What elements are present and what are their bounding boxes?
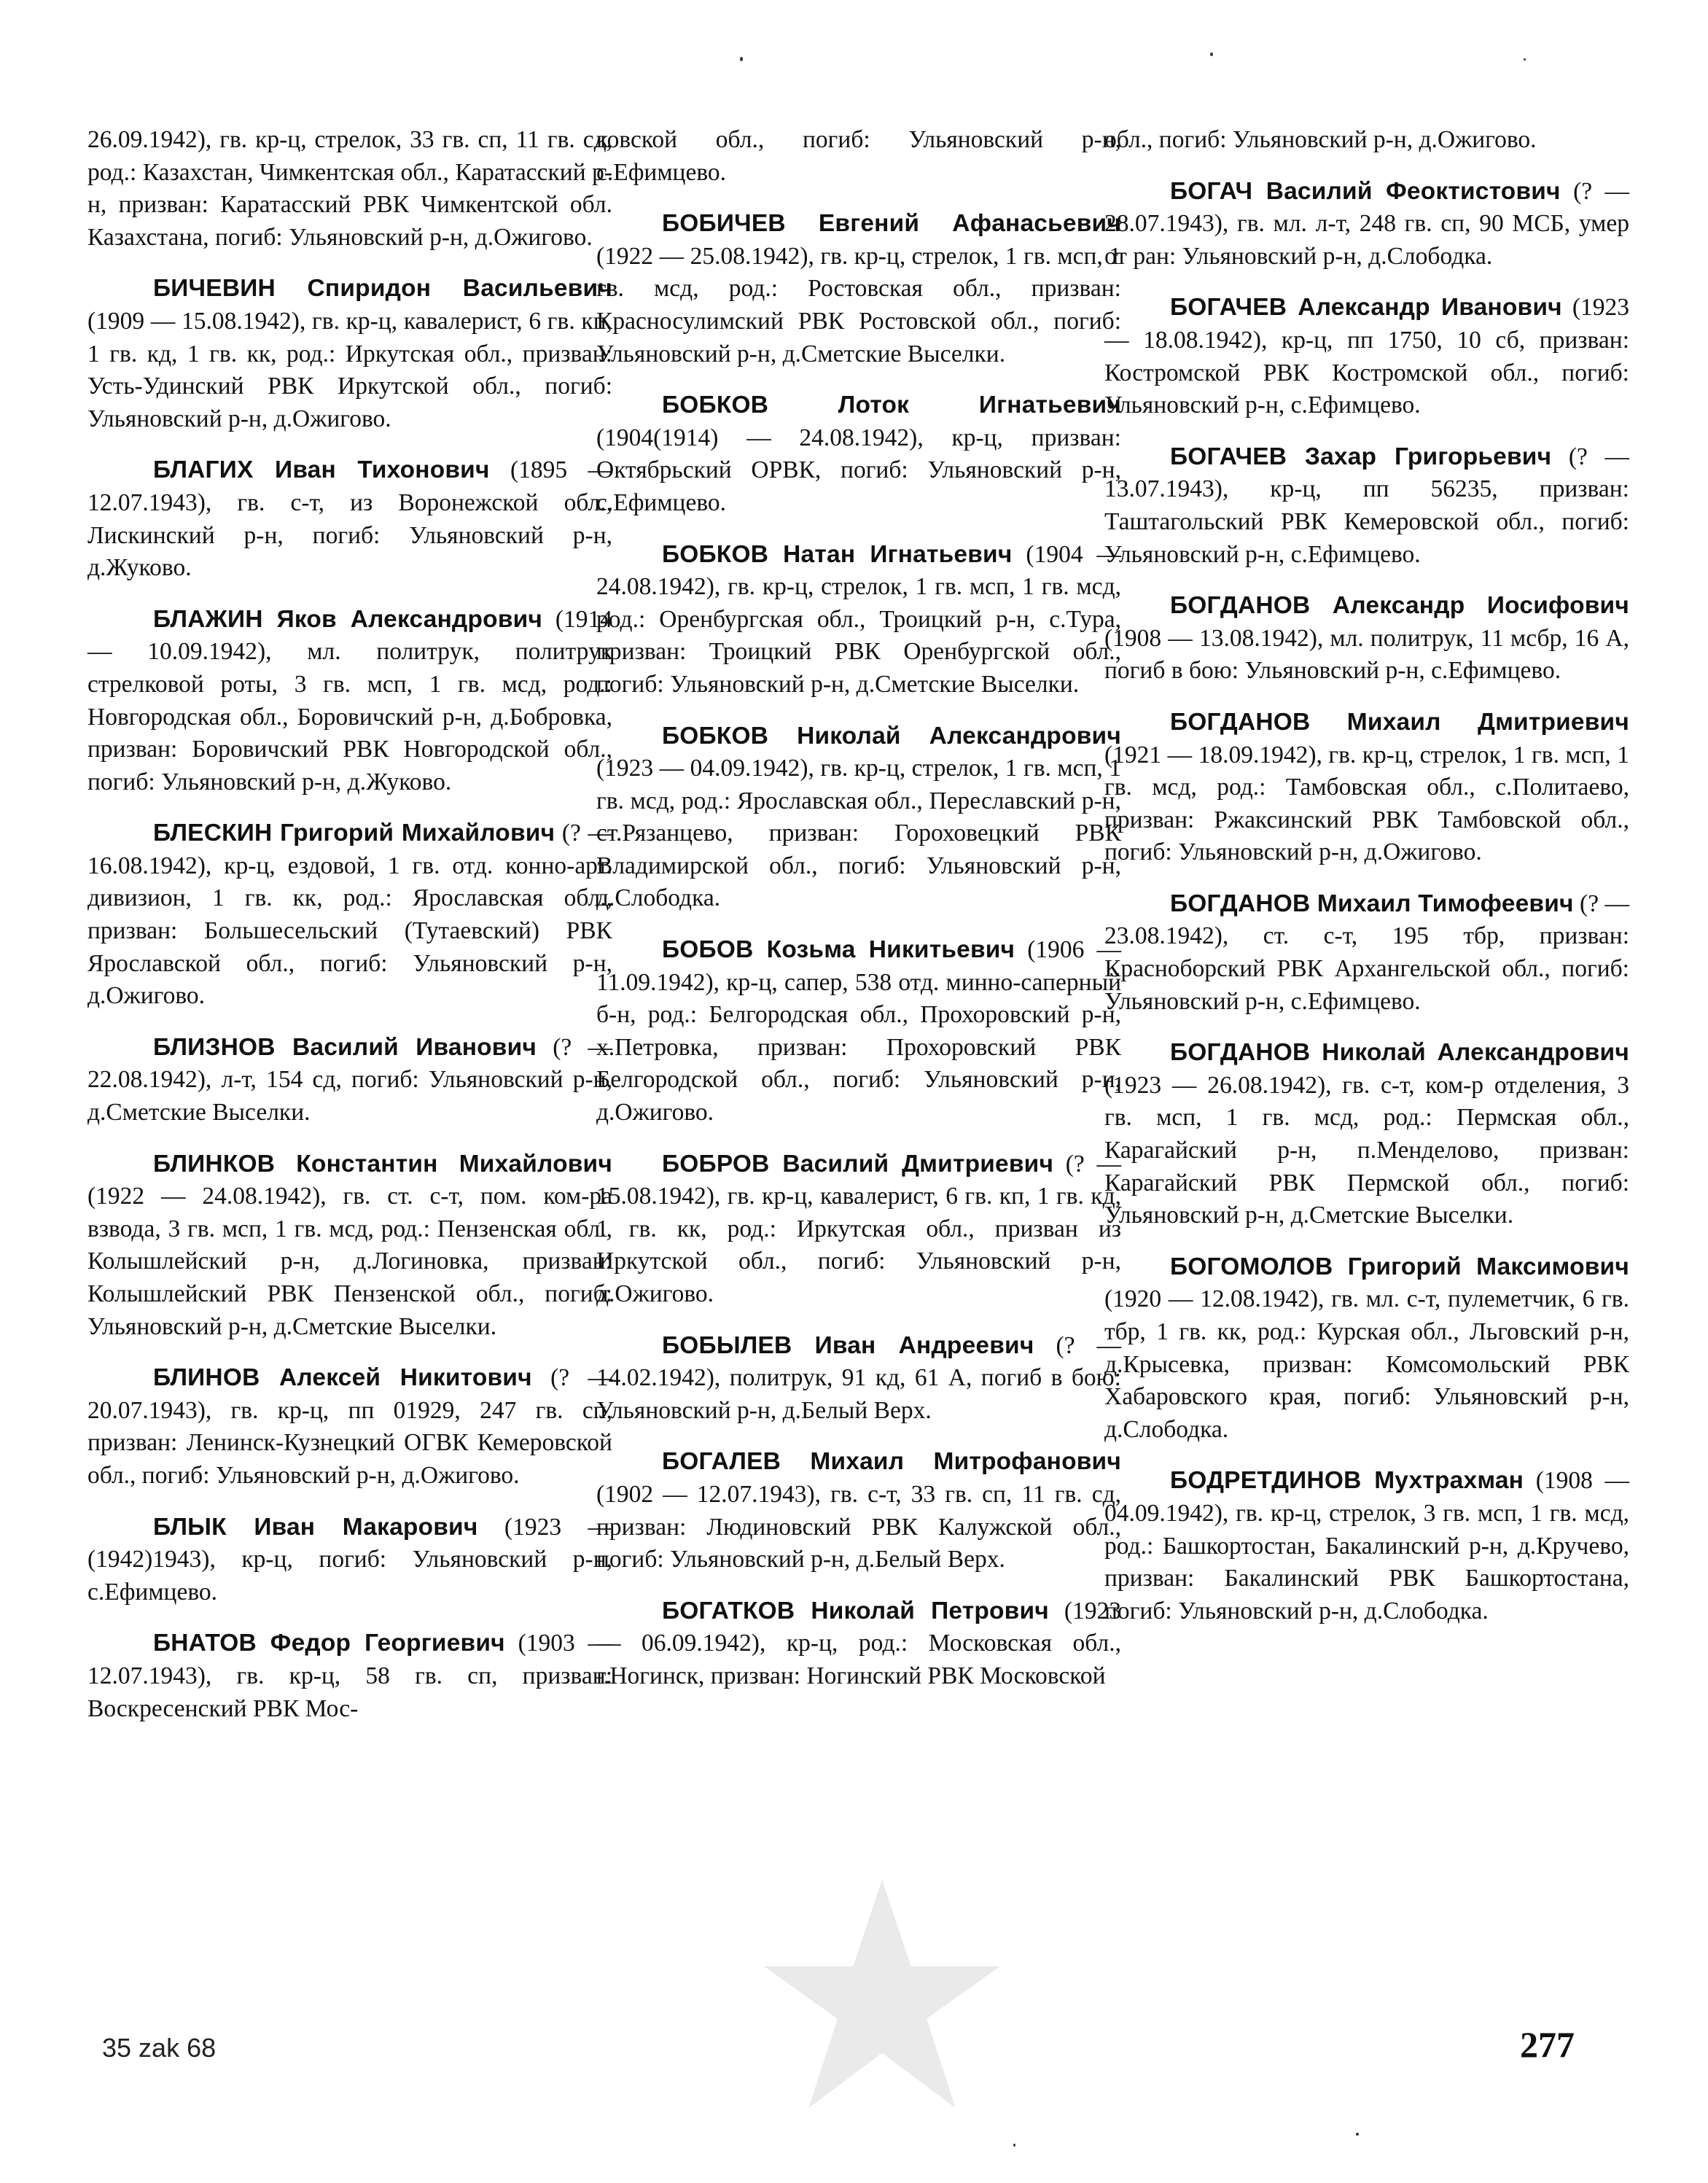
entry-text: (1914 — 10.09.1942), мл. политрук, политрук стрелковой роты, 3 гв. мсп, 1 гв. мсд, род.: Новгородская обл., Боровичский р-н, д.Бобровка, призван: Боровичский РВК Новгородской обл., погиб: Ульяновский р-н, д.Жуково. bbox=[87, 605, 612, 795]
entry bbox=[1104, 1037, 1629, 1232]
scan-speck bbox=[740, 57, 743, 61]
entry-text: (? — 23.08.1942), ст. с-т, 195 тбр, призван: Красноборский РВК Архангельской обл., погиб: Ульяновский р-н, с.Ефимцево. bbox=[1104, 890, 1629, 1015]
entry-name: БОБКОВ Николай Александрович bbox=[662, 722, 1121, 750]
entry-name: БОДРЕТДИНОВ Мухтрахман bbox=[1170, 1467, 1524, 1495]
entry bbox=[87, 604, 612, 799]
entry-text: (1923 — 06.09.1942), кр-ц, род.: Московская обл., г.Ногинск, призван: Ногинский РВК Московской bbox=[596, 1597, 1121, 1689]
text-column-2 bbox=[596, 124, 1121, 1712]
entry bbox=[596, 1330, 1121, 1428]
entry-text: (1921 — 18.09.1942), гв. кр-ц, стрелок, 1 гв. мсп, 1 гв. мсд, род.: Тамбовская обл., с.Политаево, призван: Ржаксинский РВК Тамбовской обл., погиб: Ульяновский р-н, д.Ожигово. bbox=[1104, 741, 1629, 866]
entry bbox=[1104, 888, 1629, 1018]
entry bbox=[596, 720, 1121, 916]
entry-text: ковской обл., погиб: Ульяновский р-н, с.Ефимцево. bbox=[596, 126, 1121, 186]
entry-text: (? — 14.02.1942), политрук, 91 кд, 61 А, погиб в бою: Ульяновский р-н, д.Белый Верх. bbox=[596, 1331, 1121, 1424]
entry-name: БОГДАНОВ Николай Александрович bbox=[1170, 1039, 1629, 1067]
entry-name: БОБИЧЕВ Евгений Афанасьевич bbox=[662, 210, 1121, 238]
entry-text: (1923 — 18.08.1942), кр-ц, пп 1750, 10 сб, призван: Костромской РВК Костромской обл., погиб: Ульяновский р-н, с.Ефимцево. bbox=[1104, 294, 1629, 419]
entry-text: обл., погиб: Ульяновский р-н, д.Ожигово. bbox=[1104, 126, 1537, 153]
entry bbox=[596, 389, 1121, 519]
entry bbox=[596, 124, 1121, 189]
entry bbox=[87, 454, 612, 584]
entry-name: БЛЕСКИН Григорий Михайлович bbox=[153, 820, 555, 847]
entry-text: (? — 22.08.1942), л-т, 154 сд, погиб: Ульяновский р-н, д.Сметские Выселки. bbox=[87, 1033, 613, 1126]
entry bbox=[1104, 292, 1629, 421]
entry bbox=[1104, 176, 1629, 273]
entry-name: БЛИНОВ Алексей Никитович bbox=[153, 1364, 532, 1392]
entry-name: БНАТОВ Федор Георгиевич bbox=[153, 1630, 505, 1657]
entry-text: (? — 28.07.1943), гв. мл. л-т, 248 гв. сп, 90 МСБ, умер от ран: Ульяновский р-н, д.Слободка. bbox=[1104, 177, 1629, 270]
entry-text: (1904(1914) — 24.08.1942), кр-ц, призван: Октябрьский ОРВК, погиб: Ульяновский р-н, с.Ефимцево. bbox=[596, 424, 1121, 516]
entry bbox=[1104, 441, 1629, 571]
entry-name: БОГАЧЕВ Захар Григорьевич bbox=[1170, 443, 1552, 470]
entry bbox=[87, 1032, 612, 1129]
scan-speck bbox=[1524, 58, 1526, 61]
entry-name: БЛАГИХ Иван Тихонович bbox=[153, 456, 490, 484]
page-number: 277 bbox=[1520, 2024, 1575, 2065]
entry-text: (1906 — 11.09.1942), кр-ц, сапер, 538 отд. минно-саперный б-н, род.: Белгородская обл., Прохоровский р-н, х.Петровка, призван: Прохоровский РВК Белгородской обл., погиб: Ульяновский р-н, д.Ожигово. bbox=[596, 936, 1121, 1126]
entry bbox=[87, 1148, 612, 1344]
entry-name: БОБКОВ Лоток Игнатьевич bbox=[662, 392, 1121, 419]
entry-name: БОГАЧ Василий Феоктистович bbox=[1170, 177, 1561, 205]
entry bbox=[596, 934, 1121, 1129]
entry bbox=[596, 1148, 1121, 1311]
entry-name: БЛИНКОВ Константин Михайлович bbox=[153, 1150, 612, 1178]
entry-name: БОБЫЛЕВ Иван Андреевич bbox=[662, 1331, 1034, 1359]
entry-text: (1909 — 15.08.1942), гв. кр-ц, кавалерист, 6 гв. кп, 1 гв. кд, 1 гв. кк, род.: Иркутская обл., призван: Усть-Удинский РВК Иркутской обл., погиб: Ульяновский р-н, д.Ожигово. bbox=[87, 307, 612, 432]
entry-text: (? — 15.08.1942), гв. кр-ц, кавалерист, 6 гв. кп, 1 гв. кд, 1 гв. кк, род.: Иркутская обл., призван из Иркутской обл., погиб: Ульяновский р-н, д.Ожигово. bbox=[596, 1150, 1121, 1307]
entry-text: (1920 — 12.08.1942), гв. мл. с-т, пулеметчик, 6 гв. тбр, 1 гв. кк, род.: Курская обл., Льговский р-н, д.Крысевка, призван: Комсомольский РВК Хабаровского края, погиб: Ульяновский р-н, д.Слободка. bbox=[1104, 1285, 1629, 1443]
entry bbox=[1104, 1251, 1629, 1447]
entry-name: БОГАТКОВ Николай Петрович bbox=[662, 1597, 1049, 1624]
entry-name: БОГАЧЕВ Александр Иванович bbox=[1170, 294, 1562, 322]
entry bbox=[87, 124, 612, 254]
entry-text: (1902 — 12.07.1943), гв. с-т, 33 гв. сп, 11 гв. сд, призван: Людиновский РВК Калужской обл., погиб: Ульяновский р-н, д.Белый Верх. bbox=[596, 1480, 1121, 1573]
footer-print-code: 35 zak 68 bbox=[102, 2033, 217, 2063]
entry-name: БОБКОВ Натан Игнатьевич bbox=[662, 540, 1013, 568]
entry-text: (1923 — 04.09.1942), гв. кр-ц, стрелок, 1 гв. мсп, 1 гв. мсд, род.: Ярославская обл., Переславский р-н, ст.Рязанцево, призван: Гороховецкий РВК Владимирской обл., погиб: Ульяновский р-н, д.Слободка. bbox=[596, 755, 1121, 912]
entry bbox=[1104, 1465, 1629, 1627]
entry bbox=[596, 539, 1121, 701]
entry-text: (1923 — 26.08.1942), гв. с-т, ком-р отделения, 3 гв. мсп, 1 гв. мсд, род.: Пермская обл., Карагайский р-н, п.Менделово, призван: Карагайский РВК Пермской обл., погиб: Ульяновский р-н, д.Сметские Выселки. bbox=[1104, 1071, 1629, 1229]
entry-name: БОГДАНОВ Александр Иосифович bbox=[1170, 592, 1629, 620]
entry-text: (1923 — (1942)1943), кр-ц, погиб: Ульяновский р-н, с.Ефимцево. bbox=[87, 1513, 612, 1606]
entry-text: (1903 — 12.07.1943), гв. кр-ц, 58 гв. сп, призван: Воскресенский РВК Мос- bbox=[87, 1630, 612, 1722]
entry-text: (? — 16.08.1942), кр-ц, ездовой, 1 гв. отд. конно-арт. дивизион, 1 гв. кк, род.: Ярославская обл., призван: Большесельский (Тутаевский) РВК Ярославской обл., погиб: Ульяновский р-н, д.Ожигово. bbox=[87, 820, 612, 1010]
entry bbox=[596, 1595, 1121, 1693]
entry-text: (1922 — 25.08.1942), гв. кр-ц, стрелок, 1 гв. мсп, 1 гв. мсд, род.: Ростовская обл., призван: Красносулимский РВК Ростовской обл., погиб: Ульяновский р-н, д.Сметские Выселки. bbox=[596, 242, 1121, 367]
entry bbox=[87, 817, 612, 1013]
entry-name: БЛИЗНОВ Василий Иванович bbox=[153, 1033, 537, 1061]
entry-text: (? — 13.07.1943), кр-ц, пп 56235, призван: Таштагольский РВК Кемеровской обл., погиб: Ульяновский р-н, с.Ефимцево. bbox=[1104, 443, 1630, 568]
text-column-3 bbox=[1104, 124, 1629, 1646]
entry-name: БЛЫК Иван Макарович bbox=[153, 1513, 478, 1541]
entry-text: 26.09.1942), гв. кр-ц, стрелок, 33 гв. сп, 11 гв. сд, род.: Казахстан, Чимкентская обл., Каратасский р-н, призван: Каратасский РВК Чимкентской обл. Казахстана, погиб: Ульяновский р-н, д.Ожигово. bbox=[87, 126, 612, 251]
entry-text: (1904 — 24.08.1942), гв. кр-ц, стрелок, 1 гв. мсп, 1 гв. мсд, род.: Оренбургская обл., Троицкий р-н, с.Тура, призван: Троицкий РВК Оренбургской обл., погиб: Ульяновский р-н, д.Сметские Выселки. bbox=[596, 540, 1122, 698]
text-column-1 bbox=[87, 124, 612, 1744]
entry-name: БОБРОВ Василий Дмитриевич bbox=[662, 1150, 1054, 1178]
scan-speck bbox=[1013, 2144, 1015, 2147]
entry bbox=[1104, 707, 1629, 869]
entry-name: БОГДАНОВ Михаил Дмитриевич bbox=[1170, 708, 1629, 736]
entry bbox=[596, 208, 1121, 370]
entry bbox=[1104, 124, 1629, 157]
entry-name: БОГОМОЛОВ Григорий Максимович bbox=[1170, 1253, 1629, 1280]
entry-text: (1895 — 12.07.1943), гв. с-т, из Воронежской обл., Лискинский р-н, погиб: Ульяновский р-н, д.Жуково. bbox=[87, 456, 612, 582]
entry bbox=[596, 1446, 1121, 1576]
entry-name: БОБОВ Козьма Никитьевич bbox=[662, 936, 1015, 964]
entry-name: БОГАЛЕВ Михаил Митрофанович bbox=[662, 1448, 1121, 1476]
watermark-star-icon bbox=[729, 1867, 1035, 2129]
entry-text: (1922 — 24.08.1942), гв. ст. с-т, пом. ком-ра взвода, 3 гв. мсп, 1 гв. мсд, род.: Пензенская обл., Колышлейский р-н, д.Логиновка, призван: Колышлейский РВК Пензенской обл., погиб: Ульяновский р-н, д.Сметские Выселки. bbox=[87, 1183, 612, 1340]
entry bbox=[87, 1511, 612, 1609]
entry-name: БОГДАНОВ Михаил Тимофеевич bbox=[1170, 890, 1574, 917]
entry-text: (? — 20.07.1943), гв. кр-ц, пп 01929, 247 гв. сп, призван: Ленинск-Кузнецкий ОГВК Кемеровской обл., погиб: Ульяновский р-н, д.Ожигово. bbox=[87, 1364, 612, 1489]
scan-speck bbox=[1356, 2133, 1359, 2136]
entry bbox=[87, 1627, 612, 1725]
entry bbox=[87, 273, 612, 435]
entry-text: (1908 — 13.08.1942), мл. политрук, 11 мсбр, 16 А, погиб в бою: Ульяновский р-н, с.Ефимцево. bbox=[1104, 624, 1629, 685]
entry bbox=[1104, 590, 1629, 688]
entry-name: БЛАЖИН Яков Александрович bbox=[153, 605, 543, 633]
scan-speck bbox=[1210, 52, 1213, 56]
entry bbox=[87, 1362, 612, 1492]
entry-text: (1908 — 04.09.1942), гв. кр-ц, стрелок, 3 гв. мсп, 1 гв. мсд, род.: Башкортостан, Бакалинский р-н, д.Кручево, призван: Бакалинский РВК Башкортостана, погиб: Ульяновский р-н, д.Слободка. bbox=[1104, 1467, 1629, 1624]
entry-name: БИЧЕВИН Спиридон Васильевич bbox=[153, 275, 612, 303]
